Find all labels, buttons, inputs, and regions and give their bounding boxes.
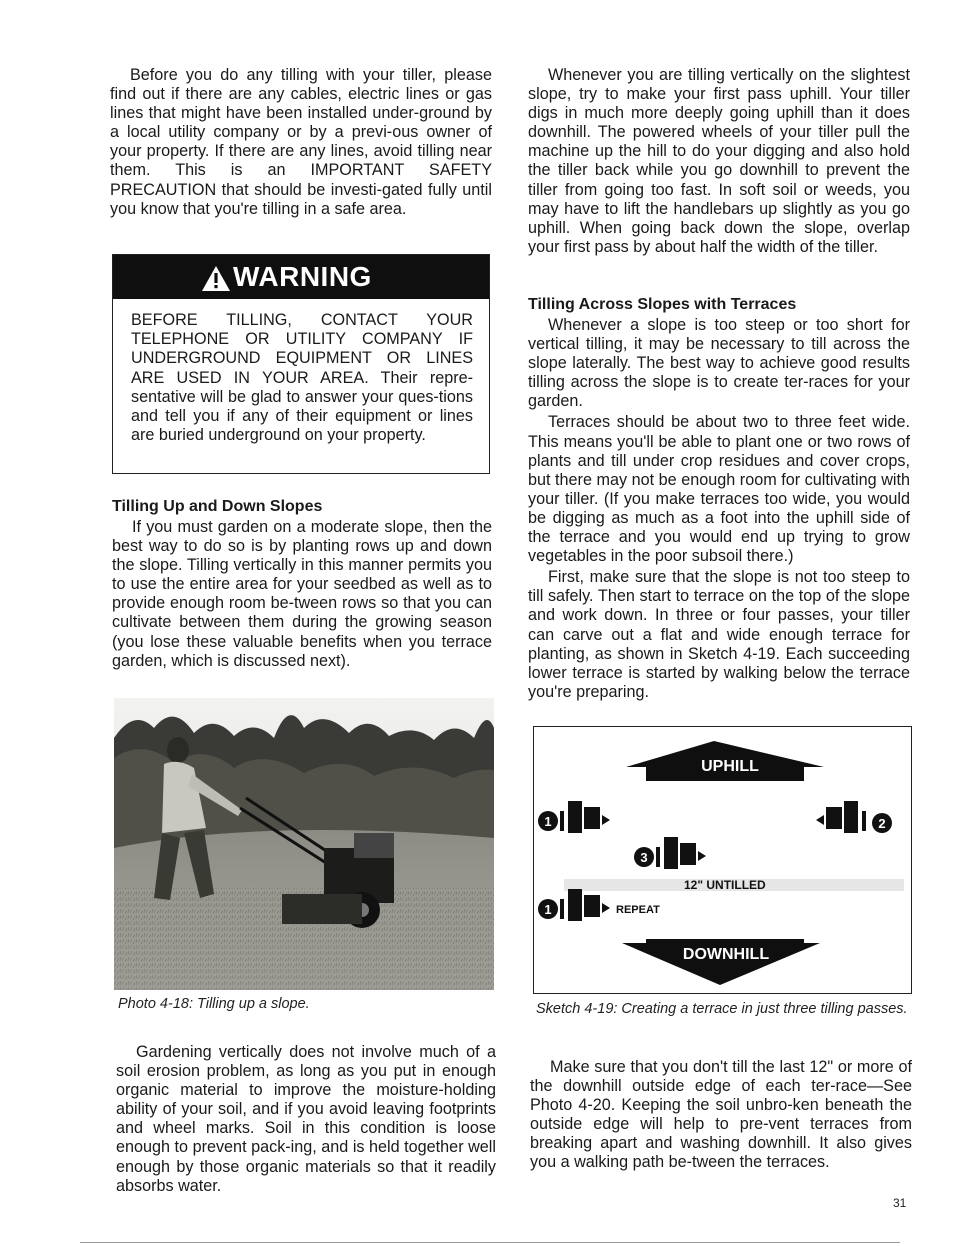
pass-1-repeat-number: 1 [544,902,552,917]
warning-text: BEFORE TILLING, CONTACT YOUR TELEPHONE OR UTILITY COMPANY IF UNDERGROUND EQUIPMENT OR LINES ARE USED IN YOUR AREA. Their repre-sentative will be glad to answer your ques-tions and tell you if any of their equipment or lines are buried underground on your property. [131,311,473,445]
tiller-pass-1 [538,801,610,833]
heading-updown: Tilling Up and Down Slopes [112,498,323,515]
para-vertical: Whenever you are tilling vertically on the slightest slope, try to make your first pass uphill. Your tiller digs in much more deeply going uphill than it does downhill. The powered wheels of your tiller pull the machine up the hill to do your digging and also hold the tiller back while you go downhill to prevent the tiller from going too fast. In soft soil or weeds, you may have to lift the handlebars up slightly as you go uphill. When going back down the slope, overlap your first pass by about half the width of the tiller. [528,66,910,256]
photo-tilling-slope [114,698,494,990]
warning-banner [113,255,489,299]
pass-3-number: 3 [640,850,648,865]
warning-title: WARNING [233,261,372,292]
terrace-sketch [533,726,912,994]
repeat-label: REPEAT [616,904,660,916]
pass-1-number: 1 [544,814,552,829]
tiller-pass-3 [634,837,706,869]
photo-illustration [114,698,494,990]
tiller-pass-2 [816,801,892,833]
para-terraces-2: Terraces should be about two to three feet wide. This means you'll be able to plant one or two rows of plants and till under crop residues and cover crops, but there may not be enough room for cultivating with your tiller. (If you make terraces too wide, you would be digging as much as a foot into the uphill side of the terrace and you would end up trying to grow vegetables in the poor subsoil there.) [528,413,910,566]
untilled-label: 12" UNTILLED [684,878,766,892]
sketch-diagram [534,727,911,993]
bottom-rule [80,1242,900,1243]
section-terraces [528,295,910,702]
para-terraces-1: Whenever a slope is too steep or too short for vertical tilling, it may be necessary to till across the slope laterally. The best way to achieve good results tilling across the slope is to create ter-races for your garden. [528,316,910,411]
para-erosion: Gardening vertically does not involve much of a soil erosion problem, as long as you put in enough organic material to improve the moisture-holding ability of your soil, and if you avoid leaving footprints and wheel marks. Soil in this condition is loose enough to prevent pack-ing, and is held together well enough by those organic materials so that it readily absorbs water. [116,1043,496,1195]
sketch-caption: Sketch 4-19: Creating a terrace in just three tilling passes. [536,1001,908,1017]
left-column [110,66,492,219]
section-erosion [116,1043,496,1196]
warning-triangle-icon [201,265,231,292]
section-edge [530,1058,912,1173]
para-terraces-3: First, make sure that the slope is not too steep to till safely. Then start to terrace on the top of the slope and work down. In three or four passes, your tiller can carve out a flat and wide enough terrace for planting, as shown in Sketch 4-19. Each succeeding lower terrace is started by walking below the terrace you're preparing. [528,568,910,701]
page-number: 31 [893,1196,907,1210]
intro-paragraph: Before you do any tilling with your tiller, please find out if there are any cables, electric lines or gas lines that might have been installed under-ground by a local utility company or by a previ-ous owner of your property. If there are any lines, avoid tilling near them. This is an IMPORTANT SAFETY PRECAUTION that should be investi-gated fully until you know that you're tilling in a safe area. [110,66,492,218]
pass-2-number: 2 [878,816,886,831]
downhill-label: DOWNHILL [682,946,770,963]
photo-caption: Photo 4-18: Tilling up a slope. [118,996,310,1012]
warning-box [112,254,490,474]
tiller-pass-1-repeat [538,889,660,921]
uphill-label: UPHILL [701,758,759,775]
para-edge: Make sure that you don't till the last 12" or more of the downhill outside edge of each ter-race—See Photo 4-20. Keeping the soil unbro-ken beneath the outside edge will help to pre-vent terraces from breaking apart and washing downhill. It also gives you a walking path be-tween the terraces. [530,1058,912,1172]
section-updown [112,497,494,671]
para-updown: If you must garden on a moderate slope, then the best way to do so is by planting rows up and down the slope. Tilling vertically in this manner permits you to use the entire area for your seedbed as well as to provide enough room be-tween rows so that you can cultivate between them during the growing season (you lose these valuable benefits when you terrace garden, which is discussed next). [112,518,492,670]
heading-terraces: Tilling Across Slopes with Terraces [528,296,797,313]
right-column [528,66,910,257]
